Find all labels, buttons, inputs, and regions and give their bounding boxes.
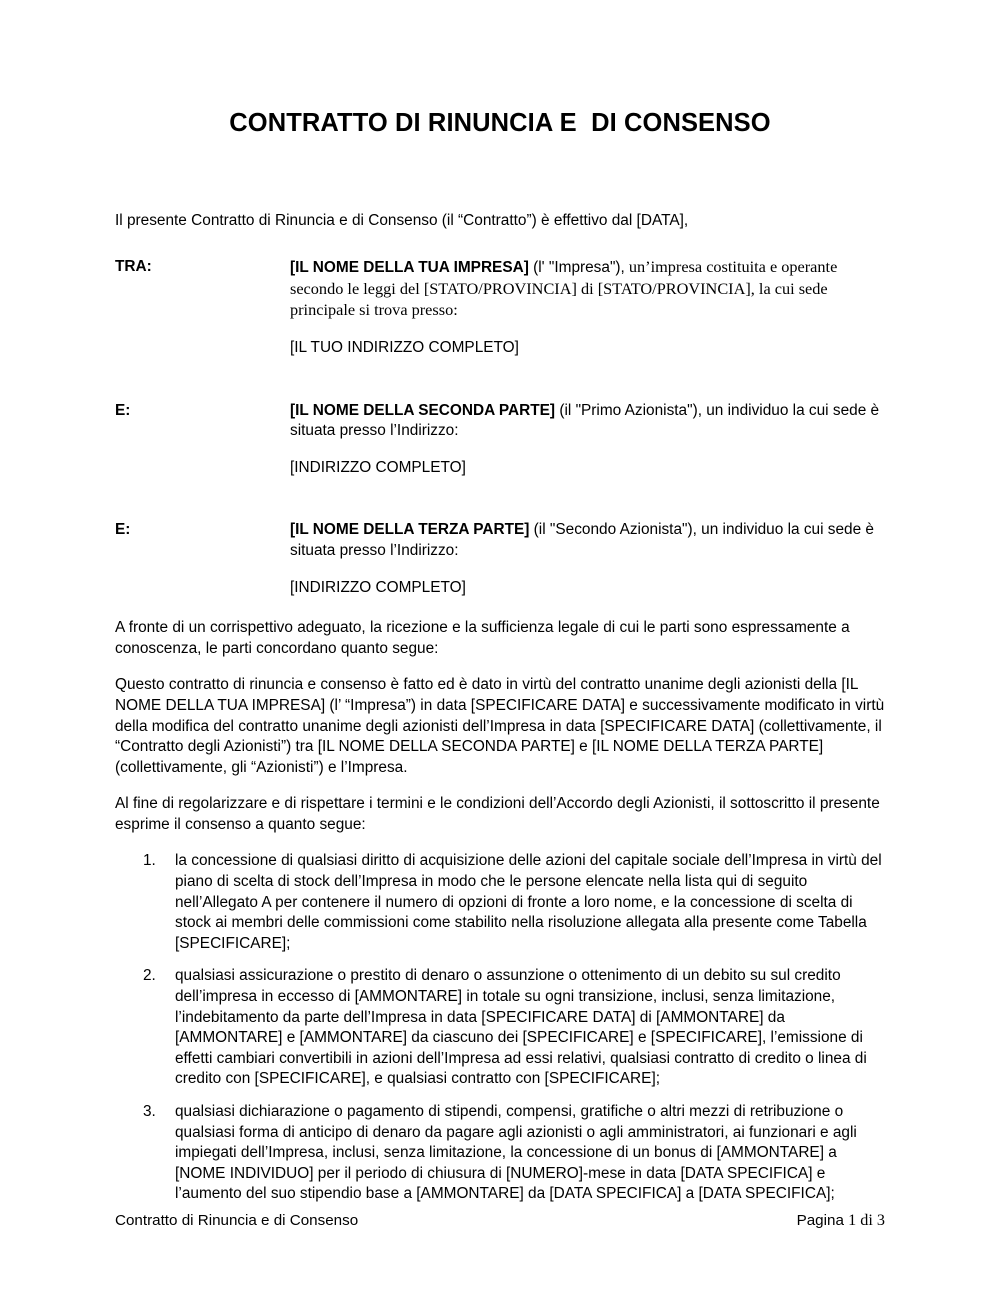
list-item (115, 851, 885, 954)
clause-marker: 1. (143, 852, 156, 870)
party-address-third: [INDIRIZZO COMPLETO] (290, 578, 466, 596)
party-address-first: [IL TUO INDIRIZZO COMPLETO] (290, 338, 519, 356)
page-footer (115, 1210, 885, 1231)
party-label-second: E: (115, 401, 131, 419)
party-name-first: [IL NOME DELLA TUA IMPRESA] (290, 259, 529, 277)
clause-text: qualsiasi dichiarazione o pagamento di stipendi, compensi, gratifiche o altri mezzi di retribuzione o qualsiasi forma di anticipo di denaro da pagare agli azionisti o agli amministratori, ai funzionari e agli impiegati dell’Impresa, inclusi, senza limitazione, la concessione di un bonus di [AMMONTARE] a [NOME INDIVIDUO] per il periodo di chiusura di [NUMERO]-mese in data [DATA SPECIFICA] e l’aumento del suo stipendio base a [AMMONTARE] da [DATA SPECIFICA] a [DATA SPECIFICA]; (175, 1103, 857, 1203)
clause-text: la concessione di qualsiasi diritto di acquisizione delle azioni del capitale sociale dell’Impresa in virtù del piano di scelta di stock dell’Impresa in modo che le persone elencate nella lista qui di seguito nell’Allegato A per contenere il numero di opzioni di fronte a loro nome, e la concessione di scelta di stock ai membri delle commissioni come stabilito nella risoluzione allegata alla presente come Tabella [SPECIFICARE]; (175, 852, 882, 952)
party-block-first (115, 257, 885, 322)
footer-page-number: 1 di 3 (848, 1211, 885, 1229)
party-alias-third: (il "Secondo Azionista"), un individuo la cui sede è situata presso l’Indirizzo: (290, 521, 874, 559)
party-block-third (115, 520, 885, 561)
list-item (115, 1102, 885, 1205)
footer-document-name: Contratto di Rinuncia e di Consenso (115, 1212, 359, 1229)
party-block-second (115, 401, 885, 442)
party-label-third: E: (115, 521, 131, 539)
party-alias-first: (l' "Impresa"), (528, 259, 625, 277)
recital-consideration: A fronte di un corrispettivo adeguato, la ricezione e la sufficienza legale di cui le parti sono espressamente a conoscenza, le parti concordano quanto segue: (115, 619, 850, 657)
footer-page-label: Pagina (796, 1212, 849, 1229)
clause-list (115, 851, 885, 1205)
party-description-third (290, 520, 885, 561)
party-description-second (290, 401, 885, 442)
clause-text: qualsiasi assicurazione o prestito di denaro o assunzione o ottenimento di un debito su sul credito dell’impresa in eccesso di [AMMONTARE] in totale su ogni transizione, inclusi, senza limitazione, l’indebitamento da parte dell’Impresa in data [SPECIFICARE DATA] di [AMMONTARE] da [AMMONTARE] e [AMMONTARE] da ciascuno dei [SPECIFICARE] e [SPECIFICARE], l’emissione di effetti cambiari convertibili in azioni dell’Impresa ad essi relativi, qualsiasi contratto di credito o linea di credito con [SPECIFICARE], e qualsiasi contratto con [SPECIFICARE]; (175, 967, 867, 1088)
page-title: CONTRATTO DI RINUNCIA E DI CONSENSO (229, 109, 771, 137)
footer-page-indicator (797, 1210, 885, 1231)
intro-paragraph: Il presente Contratto di Rinuncia e di Consenso (il “Contratto”) è effettivo dal [DATA], (115, 211, 689, 229)
party-details-first: un’impresa costituita e operante secondo le leggi del [STATO/PROVINCIA] di [STATO/PROVINCIA], la cui sede principale si trova presso: (290, 257, 838, 320)
party-label-tra: TRA: (115, 258, 152, 276)
party-address-second: [INDIRIZZO COMPLETO] (290, 458, 466, 476)
clause-marker: 2. (143, 967, 156, 985)
party-name-third: [IL NOME DELLA TERZA PARTE] (290, 521, 530, 539)
party-name-second: [IL NOME DELLA SECONDA PARTE] (290, 401, 556, 419)
document-content (115, 0, 885, 1205)
party-alias-second: (il "Primo Azionista"), un individuo la cui sede è situata presso l’Indirizzo: (290, 401, 880, 440)
list-item (115, 966, 885, 1090)
party-description-first (290, 257, 885, 322)
clause-marker: 3. (143, 1103, 156, 1120)
recital-consent: Al fine di regolarizzare e di rispettare i termini e le condizioni dell’Accordo degli Azionisti, il sottoscritto il presente esprime il consenso a quanto segue: (115, 795, 880, 833)
recital-agreement: Questo contratto di rinuncia e consenso è fatto ed è dato in virtù del contratto unanime degli azionisti della [IL NOME DELLA TUA IMPRESA] (l’ “Impresa”) in data [SPECIFICARE DATA] e successivamente modificato in virtù della modifica del contratto unanime degli azionisti dell’Impresa in data [SPECIFICARE DATA] (collettivamente, il “Contratto degli Azionisti”) tra [IL NOME DELLA SECONDA PARTE] e [IL NOME DELLA TERZA PARTE] (collettivamente, gli “Azionisti”) e l’Impresa. (115, 676, 885, 776)
